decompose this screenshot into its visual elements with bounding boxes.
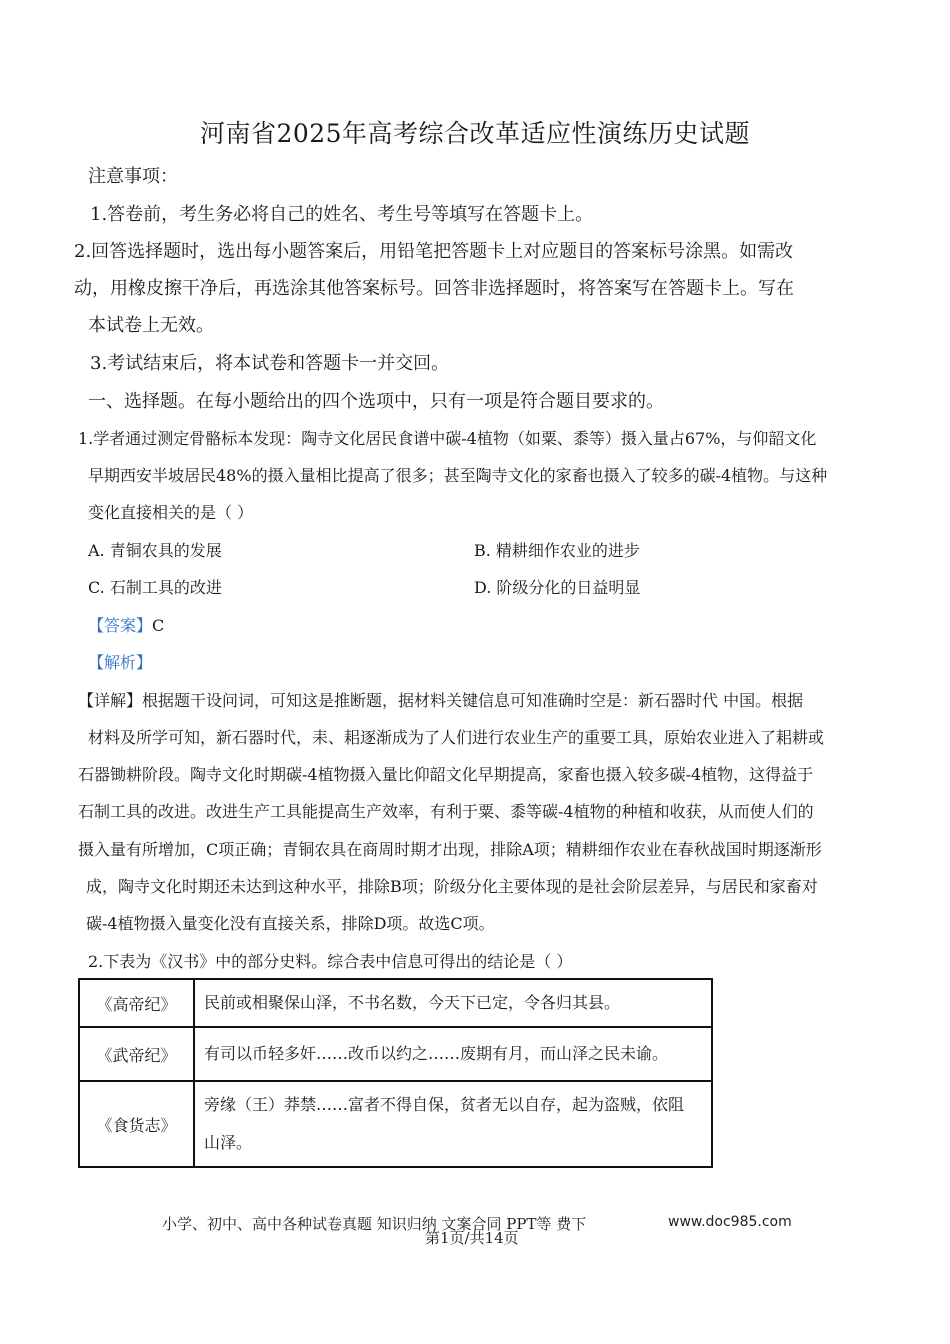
q1-option-d: D. 阶级分化的日益明显: [474, 578, 641, 597]
table-text-line: 民前或相聚保山泽，不书名数，今天下已定，令各归其县。: [204, 993, 621, 1012]
q1-detail-line-1: [78, 688, 803, 711]
table-source-cell: 《食货志》: [79, 1081, 194, 1167]
section-heading: 一、选择题。在每小题给出的四个选项中，只有一项是符合题目要求的。: [88, 391, 664, 412]
q1-stem-line-3: 变化直接相关的是（ ）: [88, 503, 254, 522]
table-source-cell: 《高帝纪》: [79, 979, 194, 1027]
q1-detail-line-3: 石器锄耕阶段。陶寺文化时期碳-4植物摄入量比仰韶文化早期提高，家畜也摄入较多碳-4植物，这得益于: [78, 765, 814, 784]
notes-heading: 注意事项：: [88, 166, 178, 187]
history-source-table: [78, 978, 713, 1168]
page-title: 河南省2025年高考综合改革适应性演练历史试题: [199, 119, 751, 148]
analysis-label: 【解析】: [88, 653, 153, 672]
table-row: [79, 979, 712, 1027]
table-source-cell: 《武帝纪》: [79, 1027, 194, 1081]
q1-option-b: B. 精耕细作农业的进步: [474, 541, 640, 560]
note-line-2: 2.回答选择题时，选出每小题答案后，用铅笔把答题卡上对应题目的答案标号涂黑。如需改: [74, 241, 794, 262]
q1-detail-line-4: 石制工具的改进。改进生产工具能提高生产效率，有利于粟、黍等碳-4植物的种植和收获，从而使人们的: [78, 802, 814, 821]
note-line-1: 1.答卷前，考生务必将自己的姓名、考生号等填写在答题卡上。: [90, 204, 594, 225]
table-text-line: 旁缘（王）莽禁……富者不得自保，贫者无以自存，起为盗贼，依阻: [204, 1095, 685, 1114]
note-line-5: 3.考试结束后，将本试卷和答题卡一并交回。: [90, 353, 450, 374]
note-line-3: 动，用橡皮擦干净后，再选涂其他答案标号。回答非选择题时，将答案写在答题卡上。写在: [74, 278, 794, 299]
q1-stem-line-2: 早期西安半坡居民48%的摄入量相比提高了很多；甚至陶寺文化的家畜也摄入了较多的碳-4植物。与这种: [88, 466, 828, 485]
table-text-line: 有司以币轻多奸……改币以约之……废期有月，而山泽之民未谕。: [204, 1044, 669, 1063]
detail-text: 根据题干设问词，可知这是推断题，据材料关键信息可知准确时空是：新石器时代 中国。根据: [142, 691, 804, 710]
page-number: 第1页/共14页: [425, 1229, 519, 1247]
table-text-cell: [194, 1081, 712, 1167]
q1-detail-line-2: 材料及所学可知，新石器时代，耒、耜逐渐成为了人们进行农业生产的重要工具，原始农业进入了耜耕或: [88, 728, 825, 747]
q1-detail-line-5: 摄入量有所增加，C项正确；青铜农具在商周时期才出现，排除A项；精耕细作农业在春秋战国时期逐渐形: [78, 840, 822, 859]
detail-label: 【详解】: [78, 691, 143, 710]
table-text-cell: [194, 1027, 712, 1081]
footer-ad-text: 小学、初中、高中各种试卷真题 知识归纳 文案合同 PPT等 费下: [162, 1215, 587, 1233]
q1-option-a: A. 青铜农具的发展: [88, 541, 222, 560]
table-row: [79, 1027, 712, 1081]
table-text-line: 山泽。: [204, 1133, 253, 1152]
note-line-4: 本试卷上无效。: [88, 315, 214, 336]
q2-stem: 2.下表为《汉书》中的部分史料。综合表中信息可得出的结论是（ ）: [88, 952, 573, 971]
q1-answer: [88, 613, 164, 636]
footer-site-link[interactable]: www.doc985.com: [668, 1214, 792, 1230]
q1-option-c: C. 石制工具的改进: [88, 578, 222, 597]
q1-detail-line-7: 碳-4植物摄入量变化没有直接关系，排除D项。故选C项。: [86, 914, 495, 933]
table-text-cell: [194, 979, 712, 1027]
answer-value: C: [152, 616, 165, 635]
q1-stem-line-1: 1.学者通过测定骨骼标本发现：陶寺文化居民食谱中碳-4植物（如粟、黍等）摄入量占67%，与仰韶文化: [78, 429, 817, 448]
answer-label: 【答案】: [88, 616, 153, 635]
table-row: [79, 1081, 712, 1167]
q1-detail-line-6: 成，陶寺文化时期还未达到这种水平，排除B项；阶级分化主要体现的是社会阶层差异，与居民和家畜对: [86, 877, 818, 896]
